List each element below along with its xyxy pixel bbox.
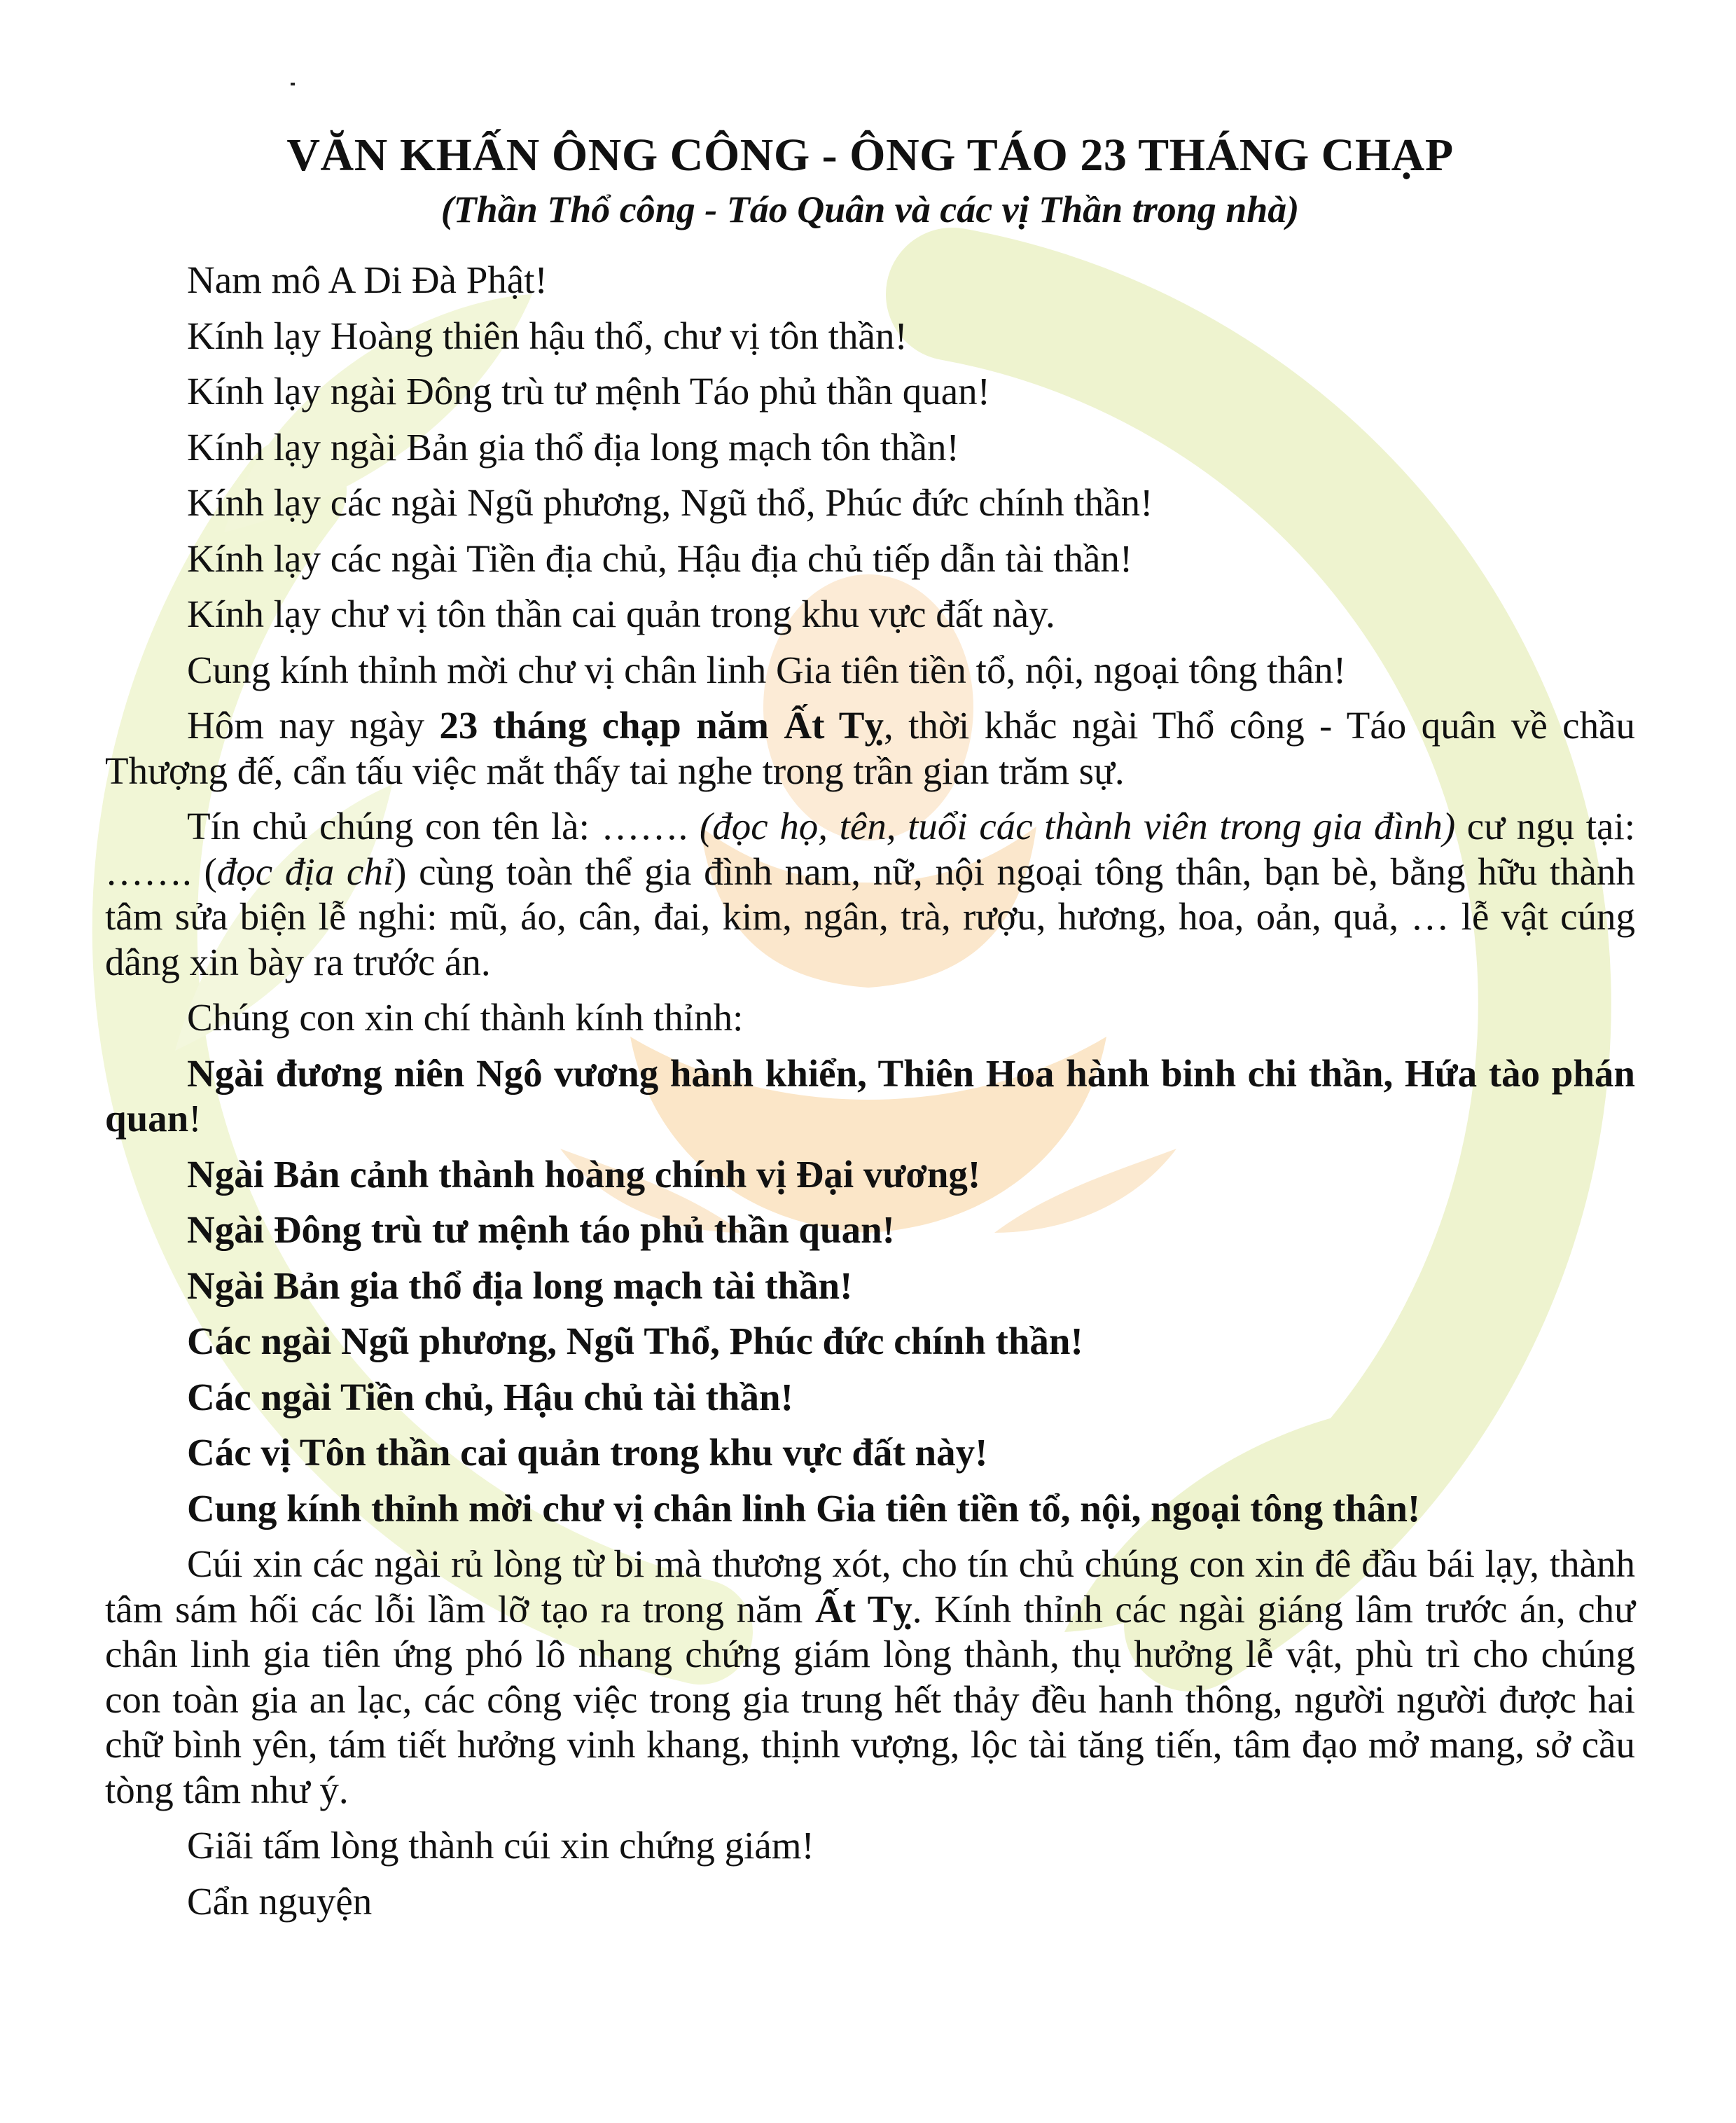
scan-mark: [291, 83, 295, 85]
intro-line: Kính lạy ngài Đông trù tư mệnh Táo phủ thần quan!: [187, 370, 990, 413]
invite-heading: Chúng con xin chí thành kính thỉnh:: [187, 996, 744, 1039]
invite-item: Các ngài Ngũ phương, Ngũ Thổ, Phúc đức chính thần!: [187, 1320, 1083, 1362]
intro-line: Kính lạy các ngài Ngũ phương, Ngũ thổ, Phúc đức chính thần!: [187, 481, 1153, 524]
date-text-after: , thời khắc ngài Thổ công - Táo quân về chầu Thượng đế, cẩn tấu việc mắt thấy tai nghe trong trần gian trăm sự.: [105, 704, 1635, 792]
plea-text-after: . Kính thỉnh các ngài giáng lâm trước án, chư chân linh gia tiên ứng phó lô nhang chứng giám lòng thành, thụ hưởng lễ vật, phù trì cho chúng con toàn gia an lạc, các công việc trong gia trung hết thảy đều hanh thông, người người được hai chữ bình yên, tám tiết hưởng vinh khang, thịnh vượng, lộc tài tăng tiến, tâm đạo mở mang, sở cầu tòng tâm như ý.: [105, 1587, 1635, 1811]
owner-text-3: ) cùng toàn thể gia đình nam, nữ, nội ngoại tông thân, bạn bè, bằng hữu thành tâm sửa biện lễ nghi: mũ, áo, cân, đai, kim, ngân, trà, rượu, hương, hoa, oản, quả, … lễ vật cúng dâng xin bày ra trước án.: [105, 850, 1635, 983]
invite-item: Ngài Bản cảnh thành hoàng chính vị Đại vương!: [187, 1152, 981, 1196]
closing-line: Giãi tấm lòng thành cúi xin chứng giám!: [187, 1824, 814, 1867]
document-page: [105, 105, 1635, 1935]
document-subtitle: (Thần Thổ công - Táo Quân và các vị Thần trong nhà): [440, 188, 1300, 230]
owner-instruction-address: đọc địa chỉ: [216, 850, 394, 893]
invite-item: Cung kính thỉnh mời chư vị chân linh Gia tiên tiền tổ, nội, ngoại tông thân!: [187, 1486, 1421, 1530]
date-text-before: Hôm nay ngày: [187, 704, 440, 747]
plea-year: Ất Tỵ: [814, 1587, 912, 1631]
invite-item-first: [105, 1051, 1635, 1142]
intro-line: Kính lạy chư vị tôn thần cai quản trong khu vực đất này.: [187, 593, 1055, 635]
intro-line: Kính lạy các ngài Tiền địa chủ, Hậu địa chủ tiếp dẫn tài thần!: [187, 537, 1133, 580]
owner-text-2: cư ngụ tại: ……. (: [105, 805, 1636, 893]
invite-first-text: Ngài đương niên Ngô vương hành khiển, Thiên Hoa hành binh chi thần, Hứa tào phán quan: [105, 1051, 1635, 1140]
owner-text-1: Tín chủ chúng con tên là: …….: [187, 805, 700, 848]
invite-item: Các ngài Tiền chủ, Hậu chủ tài thần!: [187, 1375, 793, 1418]
invite-first-tail: !: [188, 1097, 202, 1140]
owner-instruction-names: (đọc họ, tên, tuổi các thành viên trong gia đình): [699, 805, 1456, 848]
intro-line: Kính lạy ngài Bản gia thổ địa long mạch tôn thần!: [187, 425, 959, 469]
closing-signoff: Cẩn nguyện: [187, 1879, 373, 1923]
invite-item: Ngài Đông trù tư mệnh táo phủ thần quan!: [187, 1208, 896, 1251]
intro-line: Cung kính thỉnh mời chư vị chân linh Gia tiên tiền tổ, nội, ngoại tông thân!: [187, 648, 1347, 691]
owner-paragraph: [105, 804, 1635, 985]
invite-item: Các vị Tôn thần cai quản trong khu vực đất này!: [187, 1431, 988, 1474]
date-highlight: 23 tháng chạp năm Ất Tỵ: [439, 704, 884, 747]
intro-line: Kính lạy Hoàng thiên hậu thổ, chư vị tôn thần!: [187, 314, 908, 357]
date-paragraph: [105, 703, 1635, 794]
invite-item: Ngài Bản gia thổ địa long mạch tài thần!: [187, 1264, 853, 1307]
intro-line: Nam mô A Di Đà Phật!: [187, 258, 548, 301]
plea-paragraph: [105, 1542, 1635, 1813]
plea-text-before: Cúi xin các ngài rủ lòng từ bi mà thương xót, cho tín chủ chúng con xin đê đầu bái lạy, thành tâm sám hối các lỗi lầm lỡ tạo ra trong năm: [105, 1542, 1635, 1631]
document-title: VĂN KHẤN ÔNG CÔNG - ÔNG TÁO 23 THÁNG CHẠP: [286, 130, 1454, 181]
prayer-body: [105, 258, 1635, 1924]
